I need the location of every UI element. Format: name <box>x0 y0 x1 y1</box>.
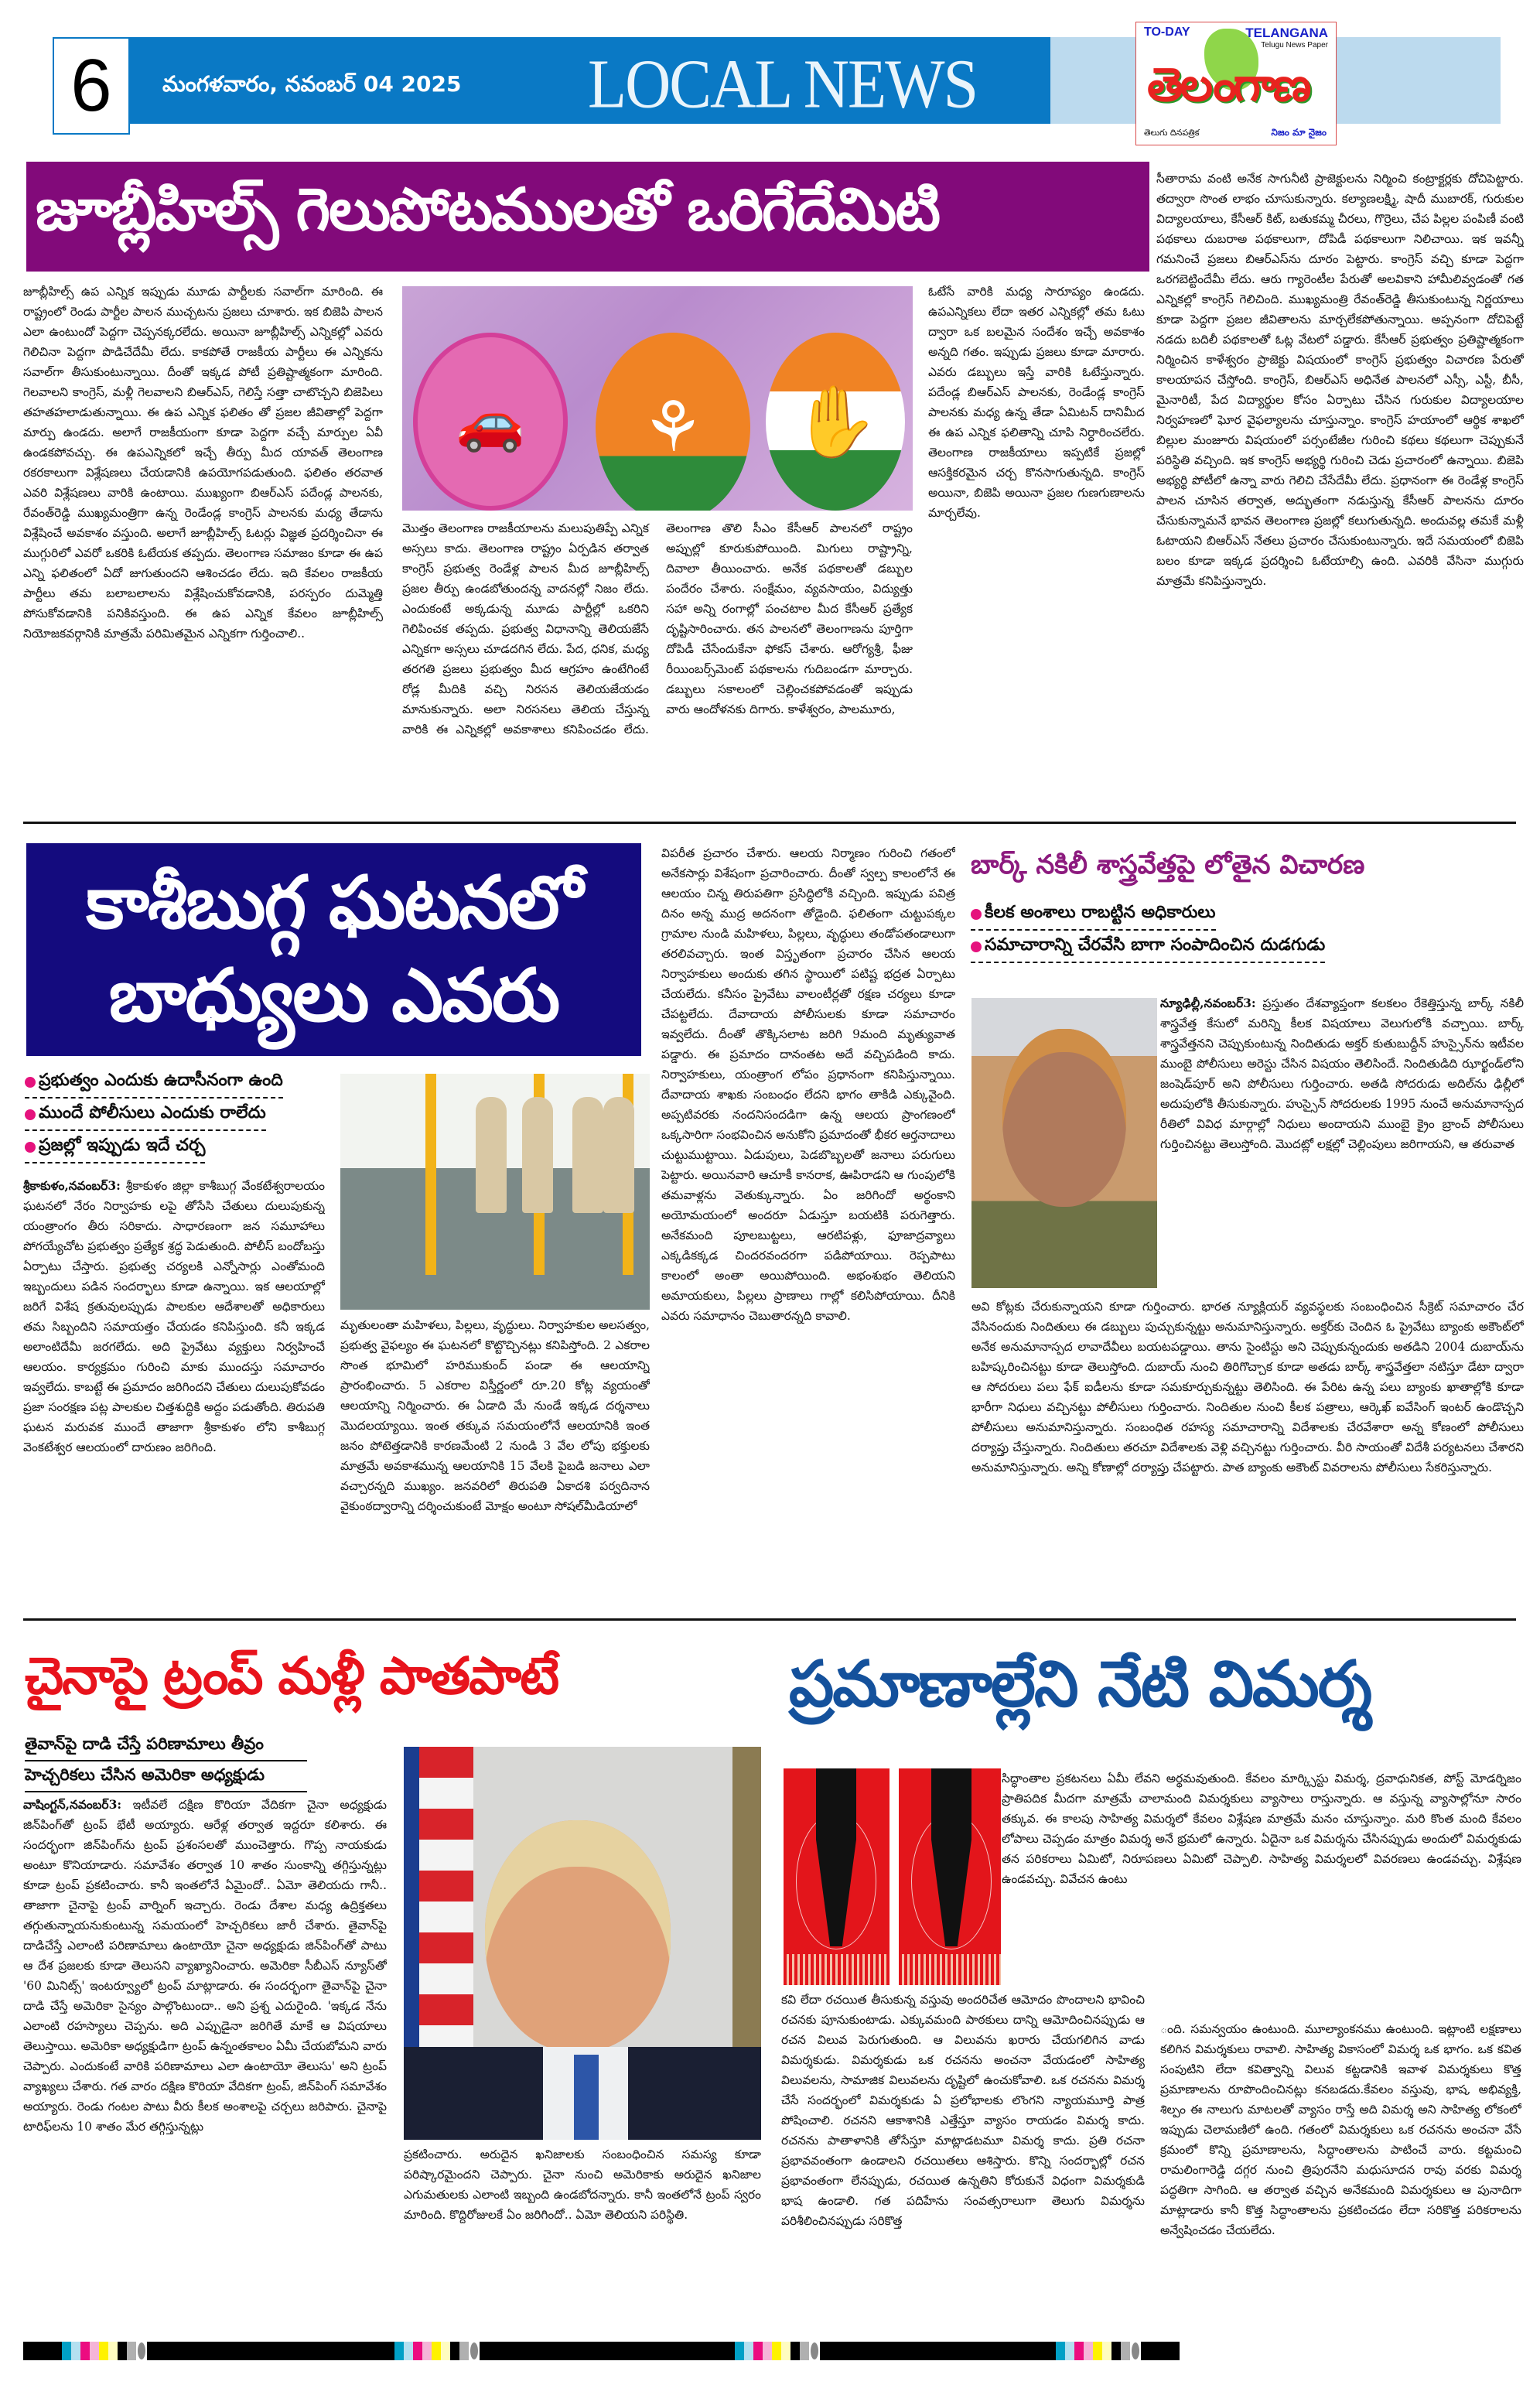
jubilee-hills-column-2-top: ఓటేసే వారికి మధ్య సారూప్యం ఉండదు. ఉపఎన్నికలు లేదా ఇతర ఎన్నికల్లో తమ ఓటు ద్వారా ఒక బలమైన సందేశం ఇచ్చే అవకాశం అన్నది గతం. ఇప్పుడు ప్రజలు కూడా మారారు. ఎవరు డబ్బులు ఇస్తే వారికి ఓటేస్తున్నారు. పదేండ్ల బిఆర్‌ఎస్ పాలనకు, రెండేండ్ల కాంగ్రెస్ పాలనకు మధ్య ఉన్న తేడా ఏమిటన్ దానిమీద ఈ ఉప ఎన్నిక ఫలితాన్ని చూపి నిర్ధారించలేరు. తెలంగాణ రాజకీయాలు ఇప్పటికే ప్రజల్లో ఆసక్తికరమైన చర్చ కొనసాగుతున్నది. కాంగ్రెస్ అయినా, బిజెపి అయినా ప్రజల గుణగుణాలను మార్చలేవు. <box>928 285 1145 520</box>
criticism-column-b: ంది. సమన్వయం ఉంటుంది. మూల్యాంకనము ఉంటుంది. ఇట్లాంటి లక్షణాలు కలిగిన విమర్శకులు రావాలి. సాహిత్య వికాసంలో విమర్శ ఒక భాగం. ఒక కవిత సంపుటిని లేదా కవిత్వాన్ని విలువ కట్టడానికి ఇవాళ విమర్శకులు కొత్త ప్రమాణాలను రూపొందించినట్లు కనబడదు.కేవలం వస్తువు, భాష, అభివ్యక్తి, శిల్పం ఈ నాలుగు మాటలతో వ్యాసం రాస్తే అది విమర్శ అని సాహిత్య లోకంలో ఇప్పుడు చెలామణిలో ఉంది. గతంలో విమర్శకులు ఒక రచనను అంచనా వేసే క్రమంలో కొన్ని ప్రమాణాలను, సిద్ధాంతాలను పాటించే వారు. కట్టమంచి రామలింగారెడ్డి దగ్గర నుంచి త్రిపురనేని మధుసూదన రావు వరకు విమర్శ పద్ధతిగా సాగింది. ఆ తర్వాత వచ్చిన అనేకమంది విమర్శకులు ఆ పునాదిగా మాట్లాడారు కానీ కొత్త సిద్ధాంతాలను ప్రకటించడం లేదా సరికొత్త పరికరాలను అన్వేషించడం చేయలేదు. <box>1160 2022 1521 2237</box>
page-number: 6 <box>53 37 130 135</box>
logo-tagline-right: నిజం మా నైజం <box>1271 127 1327 138</box>
newspaper-logo <box>1135 22 1337 145</box>
color-swatch-group <box>1056 2342 1141 2360</box>
logo-today: TO-DAY <box>1144 26 1190 39</box>
dateline: న్యూఢిల్లీ,నవంబర్3: <box>1160 996 1256 1010</box>
logo-tagline-left: తెలుగు దినపత్రిక <box>1144 128 1200 138</box>
kasibugga-column-3: విపరీత ప్రచారం చేశారు. ఆలయ నిర్మాణం గురించి గతంలో అనేకసార్లు విశేషంగా ప్రచారించారు. దీంతో స్వల్ప కాలంలోనే ఈ ఆలయం చిన్న తిరుపతిగా ప్రసిద్ధిలోకి వచ్చింది. ఇప్పుడు పవిత్ర దినం అన్న ముద్ర అదనంగా తోడైంది. ఫలితంగా చుట్టుపక్కల గ్రామాల నుండి మహిళలు, పిల్లలు, వృద్ధులు తండోపతండాలుగా తరలివచ్చారు. ఇంత విస్తృతంగా ప్రచారం చేసిన ఆలయ నిర్వాహకులు అందుకు తగిన స్థాయిలో పటిష్ట భద్రత ఏర్పాటు చేయలేదు. కనీసం ప్రైవేటు వాలంటీర్లతో రక్షణ చర్యలు కూడా చేపట్టలేదు. దేవాదాయ పోలీసులకు కూడా సమాచారం ఇవ్వలేదు. దీంతో తొక్కిసలాట జరిగి 9మంది మృత్యువాత పడ్డారు. ఈ ప్రమాదం దానంతట అదే వచ్చిపడింది కాదు. నిర్వాహకులు, యంత్రాంగ లోపం ప్రధానంగా కనిపిస్తున్నాయి. దేవాదాయ శాఖకు సంబంధం లేదని భాగం తాకిడి ఎక్కువైంది. అప్పటివరకు నందనిసందడిగా ఉన్న ఆలయ ప్రాంగణంలో ఒక్కసారిగా సంభవించిన అనుకోని ప్రమాదంతో భీకర ఆర్తనాదాలు చుట్టుముట్టాయి. ఏడుపులు, పెడబొబ్బలతో జనాలు పరుగులు పెట్టారు. అయినవారి ఆచూకీ కానరాక, ఊపిరాడని ఆ గుంపులోకి తమవాళ్లను వెతుక్కున్నారు. ఏం జరిగిందో అర్థంకాని అయోమయంలో అందరూ ఏడుస్తూ బయటికి పరుగెత్తారు. అనేకమంది పూలబుట్టలు, ఆరటిపళ్లు, ఫూజాద్రవ్యాలు ఎక్కడికక్కడ చిందరవందరగా పడిపోయాయి. రెప్పపాటు కాలంలో అంతా అయిపోయింది. అభంశుభం తెలియని అమాయకులు, పిల్లలు ప్రాణాలు గాల్లో కలిసిపోయాయి. దీనికి ఎవరు సమాధానం చెబుతారన్నది కావాలి. <box>661 846 955 1323</box>
pen-nib-illustration <box>784 1768 890 1985</box>
color-swatch-group <box>62 2342 147 2360</box>
accused-portrait-photo <box>971 998 1157 1288</box>
dateline: వాషింగ్టన్,నవంబర్3: <box>23 1797 122 1812</box>
bullet-icon <box>25 1142 36 1153</box>
section-divider <box>23 822 1516 824</box>
jubilee-hills-column-3: సీతారామ వంటి అనేక సాగునీటి ప్రాజెక్టులను నిర్మించి కంట్రాక్టర్లకు దోచిపెట్టారు. తద్వారా సొంత లాభం చూసుకున్నారు. కల్యాణలక్ష్మి, షాదీ ముబారక్, గురుకుల విద్యాలయాలు, కేసీఆర్ కిట్, బతుకమ్మ చీరలు, గొర్రెలు, చేప పిల్లల పంపిణీ వంటి పథకాలు దుబరాఅ పథకాలుగా, దోపిడీ పథకాలుగా నిలిచాయి. ఇక ఇవన్నీ గమనించే ప్రజలు బిఆర్‌ఎస్‌ను దూరం పెట్టారు. కాంగ్రెస్ వచ్చి కూడా పెద్దగా ఒరగబెట్టిందేమీ లేదు. ఆరు గ్యారెంటీల పేరుతో అలవికాని హామీలివ్వడంతో గత ఎన్నికల్లో కాంగ్రెస్ గెలిచింది. ముఖ్యమంత్రి రేవంత్‌రెడ్డి తీసుకుంటున్న నిర్ణయాలు కూడా పెద్దగా ప్రజల జీవితాలను మార్చలేకపోతున్నాయి. అప్పనంగా దోచిపెట్టే నడదు బదిలీ పథకాలతో ఓట్ల వేటలో పడ్డారు. కేసీఆర్ ప్రభుత్వం ప్రతిష్టాత్మకంగా నిర్మించిన కాళేశ్వరం ప్రాజెక్టు విషయంలో కాంగ్రెస్ ప్రభుత్వం విచారణ పేరుతో కాలయాపన చేస్తోంది. కాంగ్రెస్, బిఆర్‌ఎస్ అధినేత పాలనలో ఎస్సీ, ఎస్టీ, బీసీ, మైనారిటీ, పేద విద్యార్థుల కోసం ఏర్పాటు చేసిన గురుకుల విద్యాలయాల నిర్వహణలో ఘోర వైఫల్యాలను చూస్తున్నాం. కాంగ్రెస్ హయాంలో ఆర్థిక శాఖలో బిల్లుల మంజూరు విషయంలో పర్సంటేజీల గురించి కథలు కథలుగా చెప్పుకునే పరిస్థితి వచ్చింది. ఇక కాంగ్రెస్ అభ్యర్థి గురించి చెడు ప్రచారంలో ఉన్నాయి. బిజెపి అభ్యర్థి పోటీలో ఉన్నా వారు గెలిచి చేసేదేమీ లేదు. ప్రధానంగా ఈ రెండేళ్ల కాంగ్రెస్ పాలన చూసిన తర్వాత, అద్భుతంగా నడుస్తున్న కేసీఆర్ పాలనను దూరం చేసుకున్నామనే భావన తెలంగాణ ప్రజల్లో కలుగుతున్నది. అందువల్ల తమకే మళ్లీ ఓటాయని బిఆర్‌ఎస్ నేతలు ప్రచారం చేసుకుంటున్నారు. ఇదే సమయంలో బిజెపి బలం కూడా ఇక్కడ ప్రదర్శించి ఓటేయాల్సి ఉంది. ఎవరికి వేసినా ముగ్గురు మాత్రమే కనిపిస్తున్నారు. <box>1156 172 1524 588</box>
issue-date: మంగళవారం, నవంబర్ 04 2025 <box>162 71 462 97</box>
logo-subtitle: Telugu News Paper <box>1261 41 1328 50</box>
temple-stampede-photo <box>340 1074 650 1310</box>
criticism-headline: ప్రమాణాల్లేని నేటి విమర్శ <box>789 1648 1371 1721</box>
barc-headline: బార్క్ నకిలీ శాస్త్రవేత్తపై లోతైన విచారణ <box>971 849 1365 880</box>
print-registration-bar <box>23 2342 1516 2360</box>
barc-column-2: అవి కోట్లకు చేరుకున్నాయని కూడా గుర్తించారు. భారత న్యూక్లియర్ వ్యవస్థలకు సంబంధించిన సీక్రెట్ సమాచారం చేర వేసినందుకు నిందితులు ఈ డబ్బులు పుచ్చుకున్నట్టు అనుమానిస్తున్నారు. అక్తర్‌కు చెందిన ఓ ప్రైవేటు బ్యాంకు అకౌంట్‌లో అనేక అనుమానాస్పద లావాదేవీలు బయటపడ్డాయి. తాను సైంటిస్టు అని చెప్పుకున్నందుకు అతడిని 2004 దుబాయ్‌ను బహిష్కరించినట్టు కూడా తెలుస్తోంది. దుబాయ్ నుంచి తిరిగొచ్చాక కూడా అతడు బార్క్ శాస్త్రవేత్తలా నటిస్తూ డేటా ద్వారా ఆ సోదరులు పలు ఫేక్ ఐడీలను కూడా సమకూర్చుకున్నట్టు తెలిసింది. ఈ పేరిట ఉన్న పలు బ్యాంకు ఖాతాల్లోకి కూడా భారీగా నిధులు వచ్చినట్టు పోలీసులు గుర్తించారు. నిందితుల నుంచి కీలక పత్రాలు, ఆర్కెఖ్ ఐవేసింగ్ ఇంటర్ ఉండొచ్చని పోలీసులు అనుమానిస్తున్నారు. సంబంధిత రహస్య సమాచారాన్ని విదేశాలకు చేరవేశారా అన్న కోణంలో పోలీసులు దర్యాప్తు చేస్తున్నారు. నిందితులు తరచూ విదేశాలకు వెళ్లి వచ్చినట్టు గుర్తించారు. వీరి సాయంతో విదేశీ పర్యటనలు చేశారని అనుమానిస్తున్నారు. అన్ని కోణాల్లో దర్యాప్తు చేపట్టారు. పాత బ్యాంకు అకౌంట్ వివరాలను పోలీసులు సేకరిస్తున్నారు. <box>971 1300 1524 1474</box>
dateline: శ్రీకాకుళం,నవంబర్3: <box>23 1178 121 1193</box>
pen-nib-illustration <box>899 1768 1001 1985</box>
kasibugga-column-1: శ్రీకాకుళం,నవంబర్3: శ్రీకాకుళం జిల్లా కాశీబుగ్గ వేంకటేశ్వరాలయం ఘటనలో నేరం నిర్వాహకు లపై తోసేసి చేతులు దులుపుకున్న యంత్రాంగం తీరు సరికాదు. సాధారణంగా జన సమూహాలు పోగయ్యేచోట ప్రభుత్వం ప్రత్యేక శ్రద్ధ పెడుతుంది. పోలీస్ బందోబస్తు ఏర్పాటు చేస్తారు. ప్రభుత్వ చర్యలకి ఎన్నోసార్లు ఎంతోమంది ఇబ్బందులు పడిన సందర్భాలు కూడా ఉన్నాయి. ఇక ఆలయాల్లో జరిగే విశేష క్రతువులప్పుడు పాలకుల ఆదేశాలతో అధికారులు తమ సిబ్బందిని సమాయత్తం చేయడం కనిపిస్తుంది. కనీ ఇక్కడ అలాంటిదేమీ జరగలేదు. అది ప్రైవేటు వ్యక్తులు నిర్వహించే ఆలయం. కార్యక్రమం గురించి మాకు ముందస్తు సమాచారం ఇవ్వలేదు. కాబట్టే ఈ ప్రమాదం జరిగిందని చేతులు దులుపుకోవడం ప్రజా సంరక్షణ పట్ల పాలకుల చిత్తశుద్ధికి అద్దం పడుతోంది. తిరుపతి ఘటన మరువక ముందే తాజాగా శ్రీకాకుళం లోని కాశీబుగ్గ వెంకటేశ్వర ఆలయంలో దారుణం జరిగింది. <box>23 1178 325 1454</box>
lotus-symbol-icon: ⚘ <box>596 333 750 511</box>
barc-column-1: న్యూఢిల్లీ,నవంబర్3: ప్రస్తుతం దేశవ్యాప్తంగా కలకలం రేకెత్తిస్తున్న బార్క్ నకిలీ శాస్త్రవేత్త కేసులో మరిన్ని కీలక విషయాలు వెలుగులోకి వచ్చాయి. బార్క్ శాస్త్రవేత్తనని చెప్పుకుంటున్న నిందితుడు అక్తర్ కుతుబుద్దీన్ హుస్సైన్‌ను ఇటీవల ముంబై పోలీసులు అరెస్టు చేసిన విషయం తెలిసిందే. నిందితుడిది ఝార్ఖండ్‌లోని జంషెడ్‌పూర్ అని పోలీసులు గుర్తించారు. అతడి సోదరుడు అదిల్‌ను ఢిల్లీలో అదుపులోకి తీసుకున్నారు. హుస్సైన్ సోదరులకు 1995 నుంచే అనుమానాస్పద రీతిలో వివిధ మార్గాల్లో నిధులు అందాయని ముంబై క్రైం బ్రాంచ్ పోలీసులు గుర్తించినట్టు తెలుస్తోంది. మొదట్లో లక్షల్లో చెల్లింపులు జరిగాయని, ఆ తరువాత <box>1160 996 1524 1151</box>
highlight-item: ముందే పోలీసులు ఎందుకు రాలేదు <box>25 1102 266 1131</box>
section-title: LOCAL NEWS <box>588 45 978 123</box>
jubilee-hills-headline: జూబ్లీహిల్స్ గెలుపోటములతో ఒరిగేదేమిటి <box>36 175 940 244</box>
party-symbols-image <box>402 286 913 511</box>
kasibugga-headline-banner <box>26 843 641 1056</box>
trump-portrait-photo <box>404 1747 761 2140</box>
bullet-icon <box>971 941 982 952</box>
trump-subhead-1: తైవాన్‌పై దాడి చేస్తే పరిణామాలు తీవ్రం <box>25 1734 307 1761</box>
car-symbol-icon: 🚗 <box>413 333 568 511</box>
criticism-column-a: కవి లేదా రచయిత తీసుకున్న వస్తువు అందరిచేత ఆమోదం పొందాలని భావించి రచనకు పూనుకుంటాడు. ఎక్కువమంది పాఠకులు దాన్ని ఆమోదించినప్పుడు ఆ రచన విలువ పెరుగుతుంది. ఆ విలువను ఖరారు చేయగలిగిన వాడు విమర్శకుడు. విమర్శకుడు ఒక రచనను అంచనా వేయడంలో సాహిత్య విలువలను, సామాజిక విలువలను దృష్టిలో ఉంచుకోవాలి. ఒక రచనను విమర్శ చేసే సందర్భంలో విమర్శకుడు ఏ ప్రలోభాలకు లొంగని న్యాయమూర్తి పాత్ర పోషించాలి. రచనని ఆకాశానికి ఎత్తేస్తూ వ్యాసం రాయడం విమర్శ కాదు. రచనను పాతాళానికి తోసేస్తూ మాట్లాడటమూ విమర్శ కాదు. ప్రతి రచనా ప్రభావవంతంగా ఉండాలని రచయితలు ఆశిస్తారు. కొన్ని సందర్భాల్లో రచన ప్రభావంతంగా లేనప్పుడు, రచయిత ఉన్నతిని కోరుకునే విధంగా విమర్శకుడి భాష ఉండాలి. గత పదిహేను సంవత్సరాలుగా తెలుగు విమర్శను పరిశీలించినప్పుడు సరికొత్త <box>781 1993 1145 2228</box>
highlight-item: సమాచారాన్ని చేరవేసి బాగా సంపాదించిన దుడగుడు <box>971 934 1325 963</box>
kasibugga-headline-line-1: కాశీబుగ్గ ఘటనలో <box>86 860 582 945</box>
jubilee-hills-headline-banner <box>26 162 1149 272</box>
barc-highlights <box>971 901 1512 966</box>
highlight-item: కీలక అంశాలు రాబట్టిన అధికారులు <box>971 901 1216 931</box>
kasibugga-headline-line-2: బాధ్యులు ఎవరు <box>108 953 559 1038</box>
bullet-icon <box>971 909 982 920</box>
police-figure <box>603 1097 634 1213</box>
jubilee-hills-column-2: మొత్తం తెలంగాణ రాజకీయాలను మలుపుతిప్పే ఎన్నిక అస్సలు కాదు. తెలంగాణ రాష్ట్రం ఏర్పడిన తర్వాత కాంగ్రెస్ ప్రభుత్వ రెండేళ్ల పాలన మీద జూబ్లీహిల్స్ ప్రజల తీర్పు ఉండబోతుందన్న వాదనల్లో నిజం లేదు. ఎందుకంటే అక్కడున్న మూడు పార్టీల్లో ఒకరిని గెలిపించక తప్పదు. ప్రభుత్వ విధానాన్ని తెలియజేసే ఎన్నికగా అస్సలు చూడదగిన లేదు. పేద, ధనిక, మధ్య తరగతి ప్రజలు ప్రభుత్వం మీద ఆగ్రహం ఉంటేగింటే రోడ్ల మీదికి వచ్చి నిరసన తెలియజేయడం మానుకున్నారు. అలా నిరసనలు తెలియ చేస్తున్న వారికి ఈ ఎన్నికల్లో అవకాశాలు కనిపించడం లేదు. తెలంగాణ తొలి సీఎం కేసీఆర్ పాలనలో రాష్ట్రం అప్పుల్లో కూరుకుపోయింది. మిగులు రాష్ట్రాన్ని, దివాలా తీయించారు. అనేక పథకాలతో డబ్బుల పందేరం చేశారు. సంక్షేమం, వ్యవసాయం, విద్యుత్తు సహా అన్ని రంగాల్లో పంచటాల మీద కేసీఆర్ ప్రత్యేక దృష్టిసారించారు. తన పాలనలో తెలంగాణను పూర్తిగా దోపిడీ చేసేందుకేనా ఫోకస్ చేశారు. ఆరోగ్యశ్రీ, ఫీజు రీయింబర్స్‌మెంట్ పథకాలను గుదిబండగా మార్చారు. డబ్బులు సకాలంలో చెల్లించకపోవడంతో ఇప్పుడు వారు ఆందోళనకు దిగారు. కాళేశ్వరం, పాలమూరు, <box>402 521 913 736</box>
bullet-icon <box>25 1109 36 1120</box>
police-figure <box>476 1097 507 1213</box>
highlight-item: ప్రభుత్వం ఎందుకు ఉదాసీనంగా ఉంది <box>25 1069 283 1099</box>
trump-column-1: వాషింగ్టన్,నవంబర్3: ఇటీవలే దక్షిణ కొరియా వేదికగా చైనా అధ్యక్షుడు జిన్‌పింగ్‌తో ట్రంప్ భేటీ అయ్యారు. ఆరేళ్ల తర్వాత ఇద్దరూ కలిశారు. ఈ సందర్భంగా జిన్‌పింగ్‌ను ట్రంప్ ప్రశంసలతో ముంచెత్తారు. గొప్ప నాయకుడు అంటూ కొనియాడారు. సమావేశం తర్వాత 10 శాతం సుంకాన్ని తగ్గిస్తున్నట్లు కూడా ట్రంప్ ప్రకటించారు. కానీ ఇంతలోనే ఏమైందో.. ఏమో తెలియదు గానీ.. తాజాగా చైనాపై ట్రంప్ వార్నింగ్ ఇచ్చారు. రెండు దేశాల మధ్య ఉద్రిక్తతలు తగ్గుతున్నాయనుకుంటున్న సమయంలో హెచ్చరికలు జారీ చేశారు. తైవాన్‌పై దాడిచేస్తే ఎలాంటి పరిణామాలు ఉంటాయో చైనా అధ్యక్షుడు జిన్‌పింగ్‌తో పాటు ఆ దేశ ప్రజలకు కూడా తెలుసని వ్యాఖ్యానించారు. అమెరికా సీబీఎస్ న్యూస్‌తో '60 మినిట్స్' ఇంటర్వ్యూలో ట్రంప్ మాట్లాడారు. ఈ సందర్భంగా తైవాన్‌పై చైనా దాడి చేస్తే అమెరికా సైన్యం పాల్గొంటుందా.. అని ప్రశ్న ఎదురైంది. 'ఇక్కడ నేను ఎలాంటి రహస్యాలు చెప్పను. అది ఎప్పుడైనా జరిగితే మాకే ఆ విషయాలు తెలుస్తాయి. అమెరికా అధ్యక్షుడిగా ట్రంప్ ఉన్నంతకాలం ఏమీ చేయబోమని వారు చెప్పారు. ఎందుకంటే వారికి పరిణామాలు ఎలా ఉంటాయో తెలుసు' అని ట్రంప్ వ్యాఖ్యలు చేశారు. గత వారం దక్షిణ కొరియా వేదికగా ట్రంప్, జిన్‌పింగ్ సమావేశం అయ్యారు. రెండు గంటల పాటు వీరు కీలక అంశాలపై చర్చలు జరిపారు. చైనాపై టారిఫ్‌లను 10 శాతం మేర తగ్గిస్తున్నట్లు <box>23 1797 387 2134</box>
trump-column-2: ప్రకటించారు. అరుదైన ఖనిజాలకు సంబంధించిన సమస్య కూడా పరిష్కారమైందని చెప్పారు. చైనా నుంచి అమెరికాకు అరుదైన ఖనిజాల ఎగుమతులకు ఎలాంటి ఇబ్బంది ఉండబోదన్నారు. కానీ ఇంతలోనే ట్రంప్ స్వరం మారింది. కొద్దిరోజులకే ఏం జరిగిందో.. ఏమో తెలియని పరిస్థితి. <box>404 2148 761 2222</box>
trump-headline: చైనాపై ట్రంప్ మళ్లీ పాతపాటే <box>25 1646 558 1706</box>
logo-name: తెలంగాణ <box>1147 58 1309 112</box>
color-swatch-group <box>735 2342 820 2360</box>
logo-telangana: TELANGANA <box>1245 26 1328 40</box>
jubilee-hills-column-1: జూబ్లీహిల్స్ ఉప ఎన్నిక ఇప్పుడు మూడు పార్టీలకు సవాల్‌గా మారింది. ఈ రాష్ట్రంలో రెండు పార్టీల పాలన ముచ్చటను ప్రజలు చూశారు. ఇక బిజెపి పాలన ఎలా ఉంటుందో పెద్దగా చెప్పనక్కరలేదు. అయినా జూబ్లీహిల్స్ ఎన్నికల్లో ఎవరు గెలిచినా పెద్దగా పొడిచేదేమీ లేదు. కాకపోతే రాజకీయ పార్టీలు ఈ ఎన్నికను సవాల్‌గా తీసుకుంటున్నాయి. దీంతో ఇక్కడ పోటీ ప్రతిష్టాత్మకంగా మారింది. గెలవాలని కాంగ్రెస్, మళ్లీ గెలవాలని బిఆర్‌ఎస్, గెలిస్తే సత్తా చాటొచ్చని బిజెపిలు తహతహలాడుతున్నాయి. ఈ ఉప ఎన్నిక ఫలితం తో ప్రజల జీవితాల్లో పెద్దగా మార్పు ఉండదు. అలాగే రాజకీయంగా కూడా పెద్దగా వచ్చే మార్పుల ఏవీ ఉండకపోవచ్చు. ఈ ఉపఎన్నికలో ఇచ్చే తీర్పు మీద యావత్ తెలంగాణ రకరకాలుగా విశ్లేషణలు చేయడానికి ఉపయోగపడుతుంది. ఫలితం తరవాత ఎవరి విశ్లేషణలు వారికి ఉంటాయి. ముఖ్యంగా బిఆర్‌ఎస్ పదేండ్ల పాలనకు, రేవంత్‌రెడ్డి ముఖ్యమంత్రిగా ఉన్న రెండేండ్ల కాంగ్రెస్ పాలనకు మధ్య తేడాను విశ్లేషించే అవకాశం వస్తుంది. అలాగే జూబ్లీహిల్స్ ఓటర్లు విజ్ఞత ప్రదర్శించినా ఈ ముగ్గురిలో ఎవరో ఒకరికి ఓటేయక తప్పదు. తెలంగాణ సమాజం కూడా ఈ ఉప ఎన్ని ఫలితంలో ఏదో జుగుతుందని ఆశించడం లేదు. ఇది కేవలం రాజకీయ పార్టీలు తమ బలాబలాలను విశ్లేషించుకోవడానికి, పరస్పరం దుమ్మెత్తి పోసుకోవడానికి పనికివస్తుంది. ఈ ఉప ఎన్నిక కేవలం జూబ్లీహిల్స్ నియోజకవర్గానికి మాత్రమే పరిమితమైన ఎన్నికగా గుర్తించాలి.. <box>23 285 383 641</box>
trump-subhead-2: హెచ్చరికలు చేసిన అమెరికా అధ్యక్షుడు <box>25 1765 307 1792</box>
criticism-column-right: సిద్ధాంతాల ప్రకటనలు ఏమీ లేవని అర్థమవుతుంది. కేవలం మార్క్సిస్టు విమర్శ, ద్రవాధునికత, పోస్ట్ మోడర్నిజం ప్రాతిపదిక మీదగా మాత్రమే చాలామంది విమర్శకులు వ్యాసాలు రాస్తున్నారు. ఆ వస్తున్న వ్యాసాల్లోనూ సారం తక్కువ. ఈ కాలపు సాహిత్య విమర్శలో కేవలం విశ్లేషణ మాత్రమే మనం చూస్తున్నాం. మరి కొంత మంది కేవలం లోపాలు చెప్పడం మాత్రం విమర్శ అనే భ్రమలో ఉన్నారు. ఏదైనా ఒక విమర్శను చేసినప్పుడు అందులో విమర్శకుడు తన పరికరాలు ఏమిటో, నిరూపణలు ఏమిటో చెప్పాలి. సాహిత్య విమర్శలలో వివరణలు ఉండవచ్చు. విశ్లేషణ ఉండవచ్చు. వివేచన ఉంటు <box>1002 1772 1521 1886</box>
police-figure <box>522 1097 553 1213</box>
section-divider <box>23 1618 1516 1621</box>
hand-symbol-icon: ✋ <box>766 333 905 511</box>
police-figure <box>572 1097 603 1213</box>
kasibugga-highlights <box>25 1069 319 1167</box>
color-swatch-group <box>394 2342 480 2360</box>
us-flag <box>419 1747 473 2072</box>
highlight-item: ప్రజల్లో ఇప్పుడు ఇదే చర్చ <box>25 1134 205 1163</box>
kasibugga-column-2: మృతులంతా మహిళలు, పిల్లలు, వృద్ధులు. నిర్వాహకుల అలసత్వం, ప్రభుత్వ వైఫల్యం ఈ ఘటనలో కొట్టొచ్చినట్లు కనిపిస్తోంది. 2 ఎకరాల సొంత భూమిలో హరిముకుంద్ పండా ఈ ఆలయాన్ని ప్రారంభించారు. 5 ఎకరాల విస్తీర్ణంలో రూ.20 కోట్ల వ్యయంతో ఆలయాన్ని నిర్మించారు. ఈ ఏడాది మే నుండే ఇక్కడ దర్శనాలు మొదలయ్యాయి. ఇంత తక్కువ సమయంలోనే ఆలయానికి ఇంత జనం పోటెత్తడానికి కారణమేంటి 2 నుండి 3 వేల లోపు భక్తులకు మాత్రమే అవకాశమున్న ఆలయానికి 15 వేలకి పైబడి జనాలు ఎలా వచ్చారన్నది ముఖ్యం. జనవరిలో తిరుపతి ఏకాదశి పర్వదినాన వైకుంఠద్వారాన్ని దర్శించుకుంటే మోక్షం అంటూ సోషల్‌మీడియాలో <box>340 1318 650 1513</box>
bullet-icon <box>25 1077 36 1088</box>
